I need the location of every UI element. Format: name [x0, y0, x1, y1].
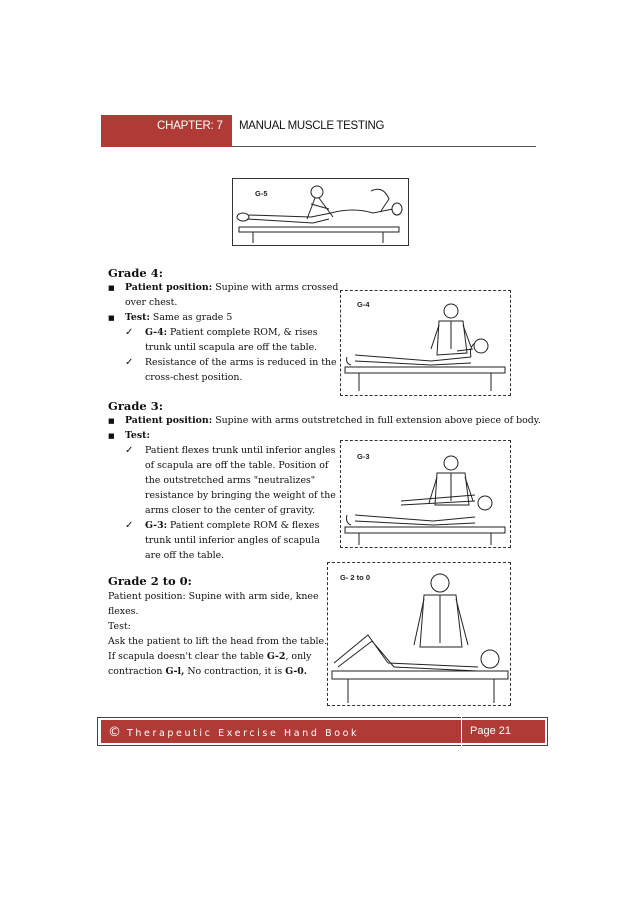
figure-g4-label: G-4: [357, 300, 370, 309]
grade3-position-label: Patient position:: [125, 415, 213, 426]
grade4-position-cont: over chest.: [125, 297, 178, 308]
checkmark-icon: ✓: [125, 445, 134, 456]
grade3-test: [108, 428, 150, 444]
header-rule: [232, 146, 536, 147]
figure-g3-illustration: [341, 441, 510, 547]
grade4-resist-cont: cross-chest position.: [145, 372, 243, 383]
bullet-icon: ■: [108, 284, 115, 292]
checkmark-icon: ✓: [125, 327, 134, 338]
grade3-flex-3: the outstretched arms "neutralizes": [145, 475, 316, 486]
bullet-icon: ■: [108, 417, 115, 425]
grade2-line3: Test:: [108, 621, 131, 632]
grade4-g4-text: Patient complete ROM, & rises: [167, 327, 318, 338]
grade4-test-text: Same as grade 5: [149, 312, 233, 323]
grade3-flex-1: Patient flexes trunk until inferior angles: [145, 445, 336, 456]
grade3-heading: Grade 3:: [108, 399, 163, 413]
figure-g2to0-illustration: [328, 563, 510, 705]
grade4-test-label: Test:: [125, 312, 150, 323]
figure-g2to0-label: G- 2 to 0: [340, 573, 371, 582]
grade3-flex-5: arms closer to the center of gravity.: [145, 505, 316, 516]
grade4-test: [108, 310, 233, 326]
bullet-icon: ■: [108, 432, 115, 440]
grade2-line2: flexes.: [108, 606, 139, 617]
grade4-position-text: Supine with arms crossed: [212, 282, 339, 293]
figure-g3-label: G-3: [357, 452, 370, 461]
grade3-flex-2: of scapula are off the table. Position of: [145, 460, 329, 471]
chapter-title: MANUAL MUSCLE TESTING: [239, 120, 385, 132]
grade2-g2: G-2: [266, 651, 286, 662]
grade2-line5-tail: , only: [285, 651, 312, 662]
grade2-line6: [108, 664, 307, 679]
page-number: Page 21: [470, 725, 511, 737]
bullet-icon: ■: [108, 314, 115, 322]
footer-book-text: Therapeutic Exercise Hand Book: [127, 728, 360, 739]
figure-g2to0: [327, 562, 511, 706]
grade3-test-label: Test:: [125, 430, 150, 441]
grade3-flex-4: resistance by bringing the weight of the: [145, 490, 336, 501]
grade3-position: [108, 413, 541, 429]
copyright-icon: ©: [108, 725, 121, 740]
checkmark-icon: ✓: [125, 357, 134, 368]
chapter-label: CHAPTER: 7: [157, 120, 223, 132]
grade3-g3-cont-2: are off the table.: [145, 550, 225, 561]
grade4-resist-text: Resistance of the arms is reduced in the: [145, 357, 337, 368]
grade2-line1: Patient position: Supine with arm side, knee: [108, 591, 319, 602]
figure-g5: [232, 178, 409, 246]
grade4-resist: [125, 355, 337, 370]
grade4-position-label: Patient position:: [125, 282, 213, 293]
figure-g3: [340, 440, 511, 548]
grade3-position-text: Supine with arms outstretched in full extension above piece of body.: [212, 415, 541, 426]
grade3-g3-cont-1: trunk until inferior angles of scapula: [145, 535, 320, 546]
grade4-heading: Grade 4:: [108, 266, 163, 280]
figure-g5-label: G-5: [255, 189, 268, 198]
grade2-line5: [108, 649, 311, 664]
figure-g4: [340, 290, 511, 396]
grade3-g3: [125, 518, 320, 533]
grade2-g1: G-l,: [165, 666, 185, 677]
grade2-line4: Ask the patient to lift the head from the table.: [108, 636, 328, 647]
grade3-g3-label: G-3:: [145, 520, 168, 531]
footer-book-title: [108, 725, 359, 740]
grade4-g4-cont: trunk until scapula are off the table.: [145, 342, 318, 353]
grade2-line6-text: contraction: [108, 666, 166, 677]
grade4-g4: [125, 325, 318, 340]
grade3-g3-text: Patient complete ROM & flexes: [167, 520, 320, 531]
grade2-line5-text: If scapula doesn't clear the table: [108, 651, 267, 662]
grade2-line6-mid: No contraction, it is: [184, 666, 286, 677]
grade4-position: [108, 280, 339, 296]
checkmark-icon: ✓: [125, 520, 134, 531]
grade3-flex: [125, 443, 336, 458]
grade2-heading: Grade 2 to 0:: [108, 574, 192, 588]
grade4-g4-label: G-4:: [145, 327, 168, 338]
grade2-g0: G-0.: [285, 666, 307, 677]
figure-g4-illustration: [341, 291, 510, 395]
figure-g5-illustration: [233, 179, 408, 245]
